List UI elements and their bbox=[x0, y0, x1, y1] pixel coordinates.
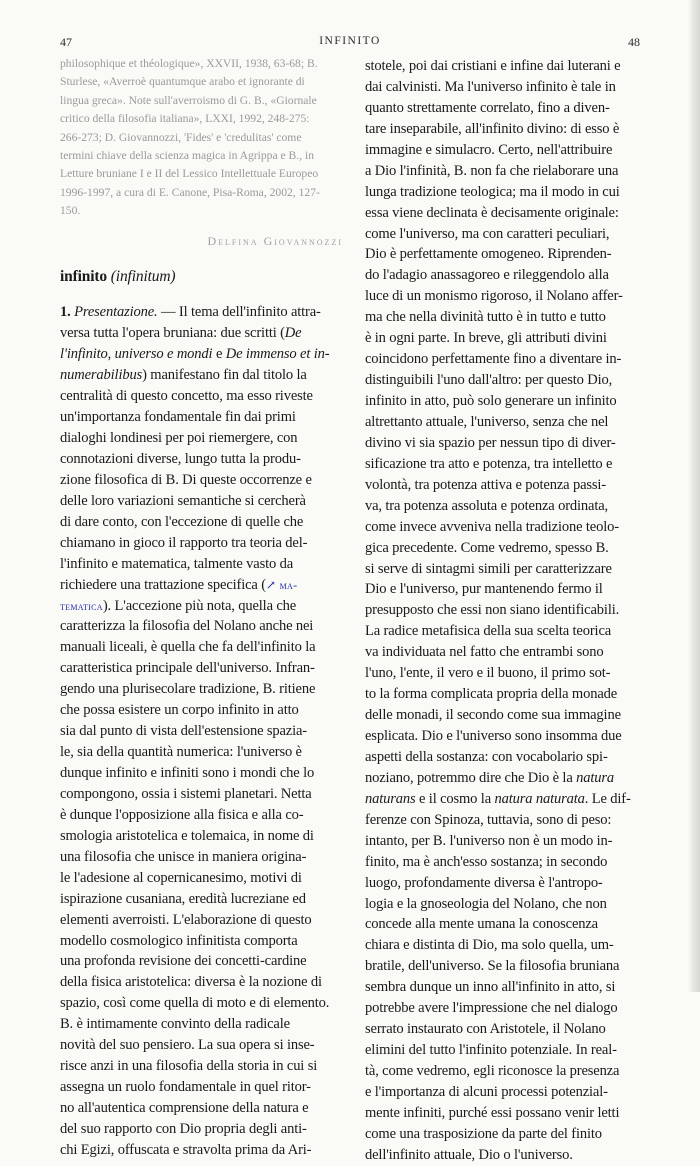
text-line: sia dal punto di vista dell'estensione spazia- bbox=[60, 723, 307, 740]
text-line: tà, come vedremo, egli riconosce la presenza bbox=[365, 1063, 620, 1079]
text-line: a Dio l'infinità, B. non fa che rielaborare una bbox=[365, 162, 619, 179]
text-line bbox=[60, 575, 343, 596]
text-line: concede alla mente umana la conoscenza bbox=[365, 916, 598, 933]
bibliography-line: termini chiave della scienza magica in Agrippa e B., in bbox=[60, 148, 315, 162]
page-edge-shadow bbox=[688, 0, 700, 992]
italic-term: naturans bbox=[365, 790, 416, 807]
text-line: presupposto che essi non siano identificabili. bbox=[365, 602, 620, 619]
text-fragment: ). L'accezione più nota, quella che bbox=[102, 597, 297, 614]
bibliography-line: 150. bbox=[60, 204, 81, 218]
text-line: zione filosofica di B. Di queste occorrenze e bbox=[60, 471, 312, 488]
text-line: quanto strettamente correlato, fino a diven- bbox=[365, 99, 610, 116]
bibliography-line: 266-273; D. Giovannozzi, 'Fides' e 'credulitas' come bbox=[60, 130, 302, 144]
text-line: bratile, dell'universo. Se la filosofia bruniana bbox=[365, 958, 620, 975]
text-line: serrato instaurato con Aristotele, il Nolano bbox=[365, 1021, 606, 1038]
text-fragment: — Il tema dell'infinito attra- bbox=[157, 304, 321, 321]
text-fragment: e il cosmo la bbox=[415, 790, 495, 807]
text-line: altrettanto attuale, l'universo, senza che nel bbox=[365, 413, 609, 430]
text-line: come una trasposizione da parte del finito bbox=[365, 1125, 602, 1142]
bibliography-line: philosophique et théologique», XXVII, 1938, 63-68; B. bbox=[60, 57, 318, 70]
text-line bbox=[365, 768, 642, 789]
text-fragment: noziano, potremmo dire che Dio è la bbox=[365, 769, 577, 786]
text-line: chi Egizi, offuscata e stravolta prima da Ari- bbox=[60, 1141, 312, 1158]
text-line: immagine e simulacro. Certo, nell'attribuire bbox=[365, 141, 613, 158]
text-line: come l'universo, ma con caratteri peculiari, bbox=[365, 225, 610, 242]
previous-entry-bibliography bbox=[60, 55, 343, 221]
text-line: una filosofia che unisce in maniera origina- bbox=[60, 848, 307, 865]
text-line: le l'adesione al copernicanesimo, motivi di bbox=[60, 869, 302, 886]
bibliography-line: critico della filosofia italiana», LXXI, 1992, 248-275: bbox=[60, 112, 310, 126]
text-line: manuali liceali, è quella che fa dell'infinito la bbox=[60, 639, 316, 656]
text-line: connotazioni diverse, lungo tutta la produ- bbox=[60, 450, 301, 467]
text-line: della fisica aristotelica: diversa è la nozione di bbox=[60, 974, 322, 991]
text-line: infinito in atto, può solo generare un infinito bbox=[365, 393, 617, 409]
text-line: intanto, per B. l'universo non è un modo in- bbox=[365, 832, 613, 849]
page-number-left: 47 bbox=[60, 35, 72, 49]
cross-reference-link[interactable]: tematica bbox=[60, 598, 103, 613]
text-line bbox=[60, 365, 343, 386]
text-line: dialoghi londinesi per poi riemergere, con bbox=[60, 430, 298, 447]
text-line: esplicata. Dio e l'universo sono insomma due bbox=[365, 728, 622, 744]
italic-title: l'infinito, universo e mondi bbox=[60, 346, 213, 363]
left-column bbox=[60, 55, 343, 1161]
text-line: le, sia della quantità numerica: l'universo è bbox=[60, 744, 302, 761]
entry-headword bbox=[60, 267, 343, 288]
text-line: do l'adagio anassagoreo e rileggendolo alla bbox=[365, 267, 609, 284]
running-header: INFINITO bbox=[319, 35, 381, 47]
text-line: elimini del tutto l'infinito potenziale. In real- bbox=[365, 1042, 617, 1059]
text-line: come invece avveniva nella tradizione teolo- bbox=[365, 518, 619, 535]
text-line: essa viene declinata è decisamente originale: bbox=[365, 204, 619, 221]
text-fragment: e bbox=[212, 346, 226, 363]
text-line: delle monadi, il secondo come sua immagine bbox=[365, 707, 621, 724]
italic-title: De immenso et in- bbox=[225, 346, 330, 363]
text-line: una profonda revisione dei concetti-cardine bbox=[60, 953, 307, 970]
text-fragment: versa tutta l'opera bruniana: due scritti ( bbox=[60, 325, 285, 342]
author-signature: Delfina Giovannozzi bbox=[207, 233, 343, 248]
text-line: sificazione tra atto e potenza, tra intelletto e bbox=[365, 455, 613, 472]
text-line: no all'autentica comprensione della natura e bbox=[60, 1100, 309, 1117]
text-line: novità del suo pensiero. La sua opera si inse- bbox=[60, 1037, 315, 1054]
text-line: La radice metafisica della sua scelta teorica bbox=[365, 623, 612, 640]
text-fragment: ) manifestano fin dal titolo la bbox=[142, 367, 307, 384]
section-heading: Presentazione. bbox=[74, 304, 158, 321]
text-fragment: richiedere una trattazione specifica ( bbox=[60, 576, 266, 593]
text-line: è in ogni parte. In breve, gli attributi divini bbox=[365, 330, 607, 347]
headword: infinito bbox=[60, 268, 108, 286]
text-line: chiamano in gioco il rapporto tra teoria del- bbox=[60, 534, 308, 551]
text-line: finito, ma è anch'esso sostanza; in secondo bbox=[365, 853, 608, 870]
text-line: Dio è perfettamente omogeneo. Riprenden- bbox=[365, 246, 612, 263]
text-line: to la forma complicata propria della monade bbox=[365, 686, 618, 703]
text-line: B. è intimamente convinto della radicale bbox=[60, 1016, 290, 1033]
text-line: sembra dunque un inno all'infinito in atto, si bbox=[365, 979, 616, 996]
section-number: 1. bbox=[60, 304, 71, 321]
text-line bbox=[60, 323, 343, 344]
text-line: di dare conto, con l'eccezione di quelle che bbox=[60, 513, 304, 530]
text-line: dai calvinisti. Ma l'universo infinito è tale in bbox=[365, 78, 616, 95]
text-line: lunga tradizione teologica; ma il modo in cui bbox=[365, 183, 620, 200]
text-line: gendo una plurisecolare tradizione, B. ritiene bbox=[60, 681, 316, 698]
text-line: un'importanza fondamentale fin dai primi bbox=[60, 409, 296, 426]
text-line: del suo rapporto con Dio propria degli anti- bbox=[60, 1120, 307, 1137]
headword-latin: (infinitum) bbox=[110, 268, 176, 286]
bibliography-line: 1996-1997, a cura di E. Canone, Pisa-Roma, 2002, 127- bbox=[60, 185, 320, 199]
text-line: l'uno, l'ente, il vero e il buono, il primo sot- bbox=[365, 665, 611, 682]
text-line: che possa esistere un corpo infinito in atto bbox=[60, 702, 299, 719]
text-line: ma che nella divinità tutto è in tutto e tutto bbox=[365, 309, 606, 326]
text-line bbox=[365, 789, 642, 810]
text-line bbox=[60, 302, 343, 323]
text-line: luce di un monismo rigoroso, il Nolano affer- bbox=[365, 288, 623, 305]
text-line: tare inseparabile, all'infinito divino: di esso è bbox=[365, 120, 620, 137]
text-line: aspetti della sostanza: con vocabolario spi- bbox=[365, 748, 608, 765]
text-line: luogo, profondamente diversa è l'antropo- bbox=[365, 874, 603, 891]
text-line: gica precedente. Come vedremo, spesso B. bbox=[365, 539, 609, 556]
text-line: caratterizza la filosofia del Nolano anche nei bbox=[60, 618, 314, 635]
text-line: Dio e l'universo, pur mantenendo fermo il bbox=[365, 581, 603, 598]
bibliography-line: Sturlese, «Averroè quantumque arabo et ignorante di bbox=[60, 75, 305, 89]
text-line: va individuata nel fatto che entrambi sono bbox=[365, 644, 604, 661]
cross-reference-link[interactable]: ↗ ma- bbox=[265, 577, 298, 592]
text-line: risce anzi in una filosofia della storia in cui si bbox=[60, 1058, 318, 1075]
text-line: mente infiniti, purché essi possano venir letti bbox=[365, 1104, 620, 1121]
bibliography-line: Letture bruniane I e II del Lessico Intellettuale Europeo bbox=[60, 167, 319, 181]
text-line: spazio, così come quella di moto e di elemento. bbox=[60, 995, 330, 1012]
text-line: si serve di sintagmi simili per caratterizzare bbox=[365, 560, 612, 577]
bibliography-line: lingua greca». Note sull'averroismo di G. B., «Giornale bbox=[60, 93, 317, 107]
text-line: volontà, tra potenza attiva e potenza passi- bbox=[365, 476, 607, 493]
text-line: stotele, poi dai cristiani e infine dai luterani e bbox=[365, 58, 621, 74]
text-line bbox=[60, 596, 343, 617]
text-line: chiara e distinta di Dio, ma solo quella, um- bbox=[365, 937, 614, 954]
text-line: ferenze con Spinoza, tuttavia, sono di peso: bbox=[365, 811, 612, 828]
text-fragment: . Le dif- bbox=[584, 790, 631, 807]
text-line: dell'infinito attuale, Dio o l'universo. bbox=[365, 1146, 573, 1163]
text-line: modello cosmologico infinitista comporta bbox=[60, 932, 298, 949]
text-line: delle loro variazioni semantiche si cercherà bbox=[60, 492, 306, 509]
text-line: distinguibili l'uno dall'altro: per questo Dio, bbox=[365, 372, 613, 389]
text-line: e l'importanza di alcuni processi potenzial- bbox=[365, 1083, 608, 1100]
text-line: caratteristica principale dell'universo. Infran- bbox=[60, 660, 315, 677]
text-line bbox=[60, 344, 343, 365]
text-line: l'infinito e matematica, talmente vasto da bbox=[60, 555, 294, 572]
page-number-right: 48 bbox=[628, 35, 640, 49]
text-line: centralità di questo concetto, ma esso riveste bbox=[60, 388, 313, 405]
text-line: dunque infinito e infiniti sono i mondi che lo bbox=[60, 765, 315, 782]
italic-term: natura naturata bbox=[494, 790, 585, 807]
italic-title: De bbox=[284, 325, 302, 342]
text-line: è dunque l'opposizione alla fisica e alla co- bbox=[60, 806, 304, 823]
text-line: assegna un ruolo fondamentale in quel ritor- bbox=[60, 1079, 311, 1096]
text-line: potrebbe avere l'impressione che nel dialogo bbox=[365, 1000, 618, 1017]
italic-term: natura bbox=[576, 769, 615, 786]
right-column bbox=[365, 56, 642, 1166]
text-line: logia e la gnoseologia del Nolano, che non bbox=[365, 895, 607, 912]
text-line: coincidono perfettamente fino a diventare in- bbox=[365, 351, 622, 368]
body-text-left bbox=[60, 302, 343, 1160]
text-line: compongono, ossia i sistemi planetari. Netta bbox=[60, 785, 312, 802]
text-line: ispirazione cusaniana, eredità lucreziane ed bbox=[60, 890, 306, 907]
italic-title: numerabilibus bbox=[60, 367, 143, 384]
text-line: va, tra potenza assoluta e potenza ordinata, bbox=[365, 497, 609, 514]
text-line: elementi averroisti. L'elaborazione di questo bbox=[60, 911, 312, 928]
text-line: divino vi sia spazio per nessun tipo di diver- bbox=[365, 434, 616, 451]
text-line: smologia aristotelica e tolemaica, in nome di bbox=[60, 827, 314, 844]
